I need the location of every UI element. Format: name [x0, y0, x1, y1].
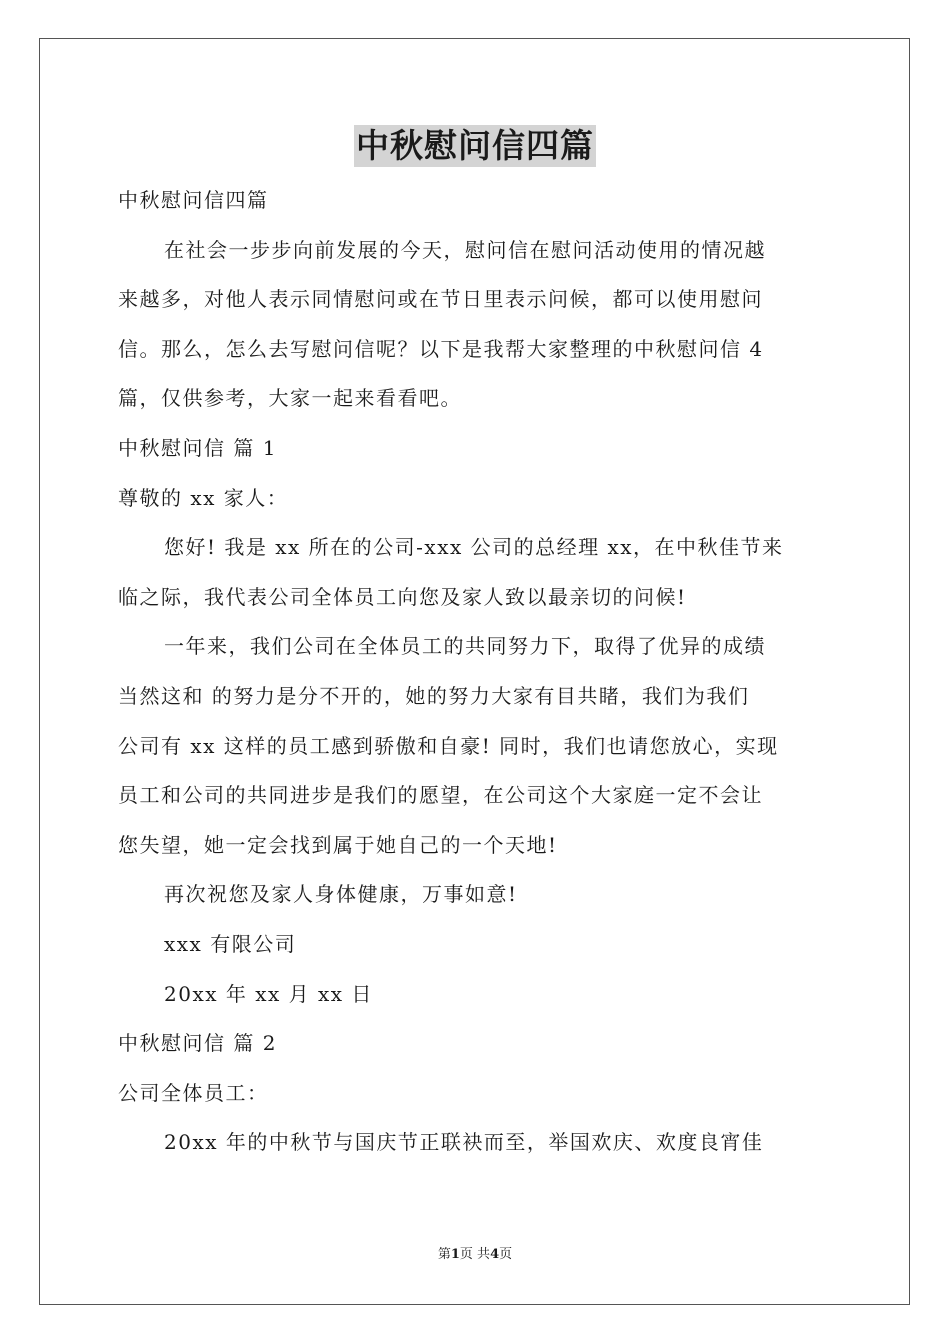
paragraph-line: 您失望，她一定会找到属于她自己的一个天地! [118, 833, 558, 857]
salutation: 公司全体员工： [118, 1081, 269, 1105]
paragraph-line: 您好! 我是 xx 所在的公司-xxx 公司的总经理 xx，在中秋佳节来 [164, 535, 784, 559]
paragraph-line: 在社会一步步向前发展的今天，慰问信在慰问活动使用的情况越 [164, 238, 766, 262]
footer-current-page: 1 [450, 1247, 460, 1262]
paragraph-line: 当然这和 的努力是分不开的，她的努力大家有目共睹，我们为我们 [118, 684, 750, 708]
section-heading: 中秋慰问信 篇 2 [118, 1031, 277, 1055]
footer-suffix: 页 [499, 1247, 513, 1262]
footer-mid: 页 共 [459, 1247, 491, 1262]
paragraph-line: 来越多，对他人表示同情慰问或在节日里表示问候，都可以使用慰问 [118, 287, 763, 311]
signature-date: 20xx 年 xx 月 xx 日 [164, 982, 373, 1006]
page-border [39, 38, 910, 1305]
paragraph-line: 篇，仅供参考，大家一起来看看吧。 [118, 386, 462, 410]
footer-prefix: 第 [437, 1247, 451, 1262]
page-footer [0, 1246, 950, 1264]
paragraph-line: 一年来，我们公司在全体员工的共同努力下，取得了优异的成绩 [164, 634, 766, 658]
paragraph-line: 20xx 年的中秋节与国庆节正联袂而至，举国欢庆、欢度良宵佳 [164, 1130, 764, 1154]
paragraph-line: 信。那么，怎么去写慰问信呢？以下是我帮大家整理的中秋慰问信 4 [118, 337, 764, 361]
salutation: 尊敬的 xx 家人： [118, 486, 289, 510]
section-heading: 中秋慰问信 篇 1 [118, 436, 277, 460]
paragraph-line: 公司有 xx 这样的员工感到骄傲和自豪! 同时，我们也请您放心，实现 [118, 734, 779, 758]
signature-company: xxx 有限公司 [164, 932, 297, 956]
paragraph-line: 再次祝您及家人身体健康，万事如意! [164, 882, 518, 906]
subtitle-line: 中秋慰问信四篇 [118, 188, 269, 212]
paragraph-line: 临之际，我代表公司全体员工向您及家人致以最亲切的问候! [118, 585, 687, 609]
footer-total-pages: 4 [490, 1247, 500, 1262]
paragraph-line: 员工和公司的共同进步是我们的愿望，在公司这个大家庭一定不会让 [118, 783, 763, 807]
title-container [0, 125, 950, 167]
document-title: 中秋慰问信四篇 [356, 126, 594, 165]
